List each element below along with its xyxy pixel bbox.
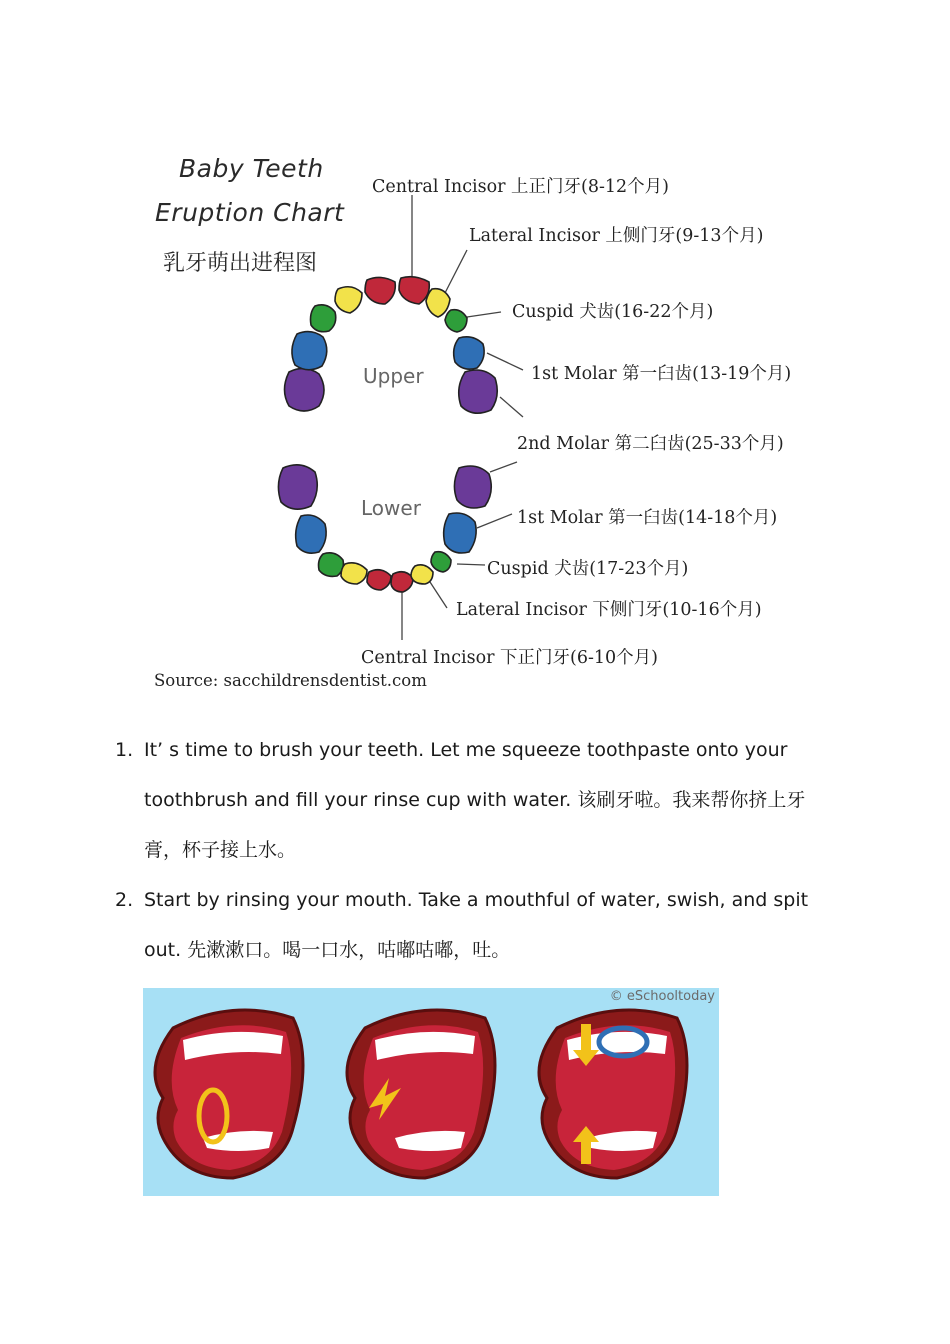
step-list [115, 725, 815, 975]
label-lower-lateral-incisor: Lateral Incisor 下侧门牙(10-16个月) [456, 600, 762, 620]
step-text: Start by rinsing your mouth. Take a mouthful of water, swish, and spit out. 先漱漱口。喝一口水，咕嘟咕嘟，吐。 [144, 889, 809, 961]
list-item [115, 875, 815, 975]
label-upper-cuspid: Cuspid 犬齿(16-22个月) [512, 302, 714, 322]
lower-right-second-molar [454, 466, 491, 508]
rinsing-illustration [143, 988, 719, 1196]
upper-left-first-molar [292, 332, 327, 370]
lower-right-central-incisor [391, 572, 413, 592]
label-lower-first-molar: 1st Molar 第一臼齿(14-18个月) [517, 508, 778, 528]
lower-right-cuspid [431, 552, 451, 572]
lower-left-central-incisor [367, 570, 391, 590]
chart-title-line1: Baby Teeth [179, 154, 324, 183]
label-upper-first-molar: 1st Molar 第一臼齿(13-19个月) [531, 364, 792, 384]
chart-source: Source: sacchildrensdentist.com [154, 671, 427, 690]
label-lower-central-incisor: Central Incisor 下正门牙(6-10个月) [361, 648, 659, 668]
lower-left-lateral-incisor [341, 563, 367, 584]
mouth-3 [539, 1010, 687, 1178]
label-lower-cuspid: Cuspid 犬齿(17-23个月) [487, 559, 689, 579]
lower-left-second-molar [278, 465, 317, 509]
upper-right-first-molar [454, 337, 484, 369]
lower-right-lateral-incisor [411, 565, 433, 584]
upper-left-lateral-incisor [335, 287, 362, 313]
step-number: 1. [115, 739, 134, 761]
lower-right-first-molar [444, 513, 476, 553]
upper-right-second-molar [459, 370, 498, 413]
illustration-credit: © eSchooltoday [609, 989, 715, 1004]
upper-left-cuspid [311, 305, 336, 332]
step-text: It’ s time to brush your teeth. Let me squeeze toothpaste onto your toothbrush and fill your rinse cup with water. 该刷牙啦。我来帮你挤上牙膏，杯子接上水。 [144, 739, 806, 861]
mouth-drawings [143, 988, 719, 1196]
list-item [115, 725, 815, 875]
upper-arch-label: Upper [363, 364, 424, 388]
chart-title-line2: Eruption Chart [155, 198, 345, 227]
label-upper-lateral-incisor: Lateral Incisor 上侧门牙(9-13个月) [469, 226, 764, 246]
lower-arch-label: Lower [361, 496, 421, 520]
mouth-1 [155, 1010, 303, 1178]
mouth-2 [347, 1010, 495, 1178]
label-upper-central-incisor: Central Incisor 上正门牙(8-12个月) [372, 177, 670, 197]
step-number: 2. [115, 889, 134, 911]
label-upper-second-molar: 2nd Molar 第二臼齿(25-33个月) [517, 434, 784, 454]
upper-left-second-molar [285, 368, 325, 411]
upper-right-cuspid [445, 310, 467, 332]
upper-left-central-incisor [365, 277, 395, 304]
upper-right-lateral-incisor [426, 289, 450, 317]
chart-subtitle: 乳牙萌出进程图 [163, 251, 318, 276]
lower-left-cuspid [319, 553, 344, 577]
eruption-chart [145, 150, 865, 700]
lower-left-first-molar [296, 515, 326, 553]
upper-right-central-incisor [399, 277, 429, 304]
